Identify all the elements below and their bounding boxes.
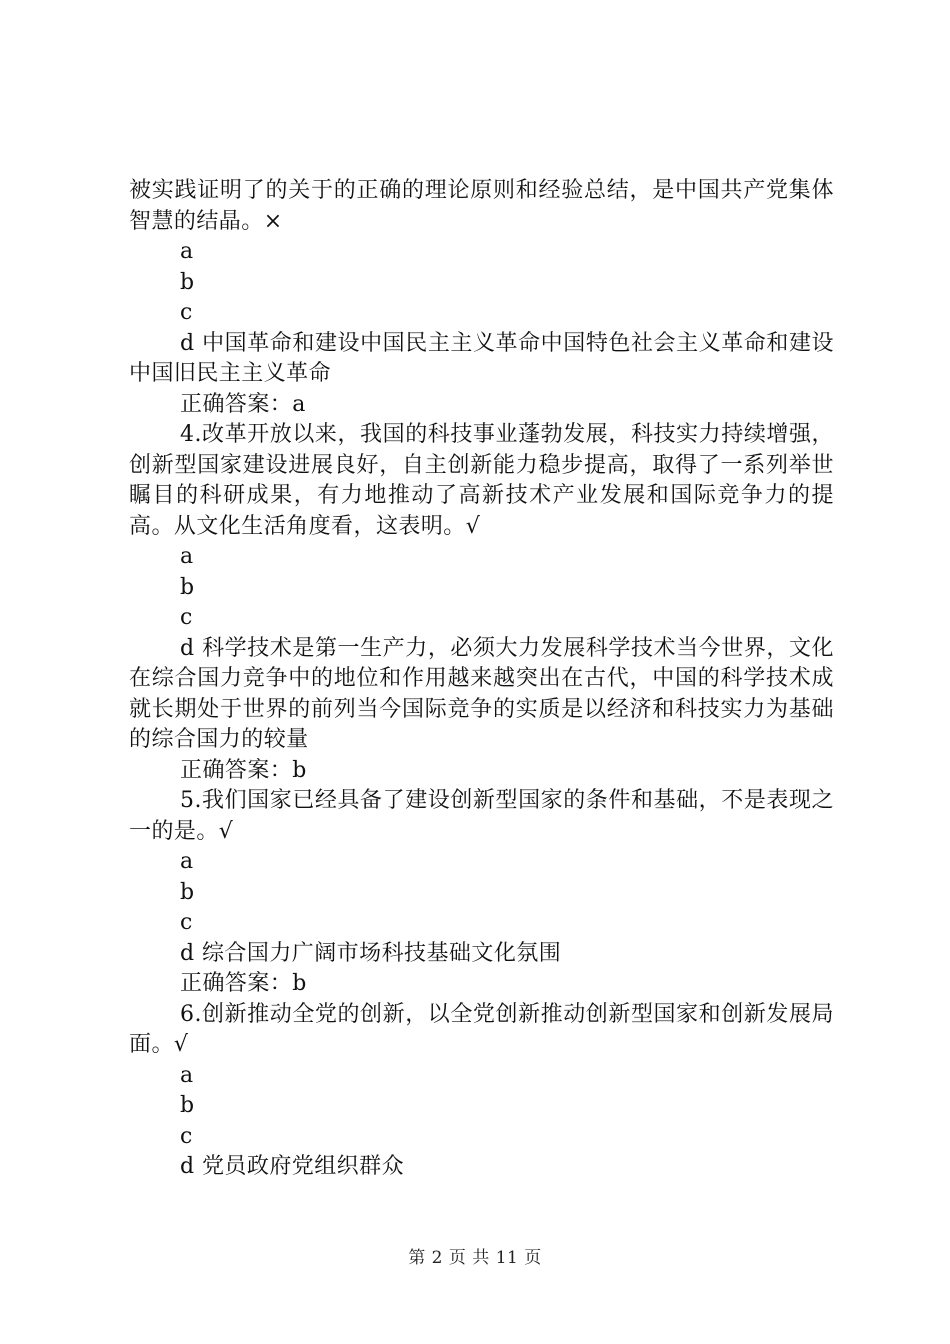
option-b: b	[180, 879, 195, 905]
correct-answer: 正确答案：b	[180, 971, 307, 996]
option-a: a	[180, 1062, 194, 1088]
correct-answer: 正确答案：b	[180, 757, 307, 783]
option-c: c	[180, 910, 193, 935]
option-a: a	[180, 544, 194, 569]
option-c: c	[180, 605, 193, 630]
correct-answer: 正确答案：a	[180, 391, 306, 417]
question-6-stem: 6.创新推动全党的创新，以全党创新推动创新型国家和创新发展局面。√	[129, 1001, 834, 1057]
option-b: b	[180, 269, 195, 295]
option-a: a	[180, 239, 194, 264]
question-5-stem: 5.我们国家已经具备了建设创新型国家的条件和基础，不是表现之一的是。√	[129, 788, 834, 844]
option-b: b	[180, 1093, 195, 1118]
page-number-footer: 第 2 页 共 11 页	[408, 1248, 542, 1268]
option-d: d 中国革命和建设中国民主主义革命中国特色社会主义革命和建设中国旧民主主义革命	[129, 330, 834, 386]
option-d: d 科学技术是第一生产力，必须大力发展科学技术当今世界，文化在综合国力竞争中的地位和作用越来越突出在古代，中国的科学技术成就长期处于世界的前列当今国际竞争的实质是以经济和科技实力为基础的综合国力的较量	[129, 635, 834, 752]
option-a: a	[180, 849, 194, 874]
document-body	[129, 176, 834, 1183]
option-b: b	[180, 574, 195, 600]
question-4-stem: 4.改革开放以来，我国的科技事业蓬勃发展，科技实力持续增强，创新型国家建设进展良好，自主创新能力稳步提高，取得了一系列举世瞩目的科研成果，有力地推动了高新技术产业发展和国际竞争力的提高。从文化生活角度看，这表明。√	[129, 422, 834, 539]
option-c: c	[180, 1123, 193, 1149]
question-3-stem-continued: 被实践证明了的关于的正确的理论原则和经验总结，是中国共产党集体智慧的结晶。×	[129, 178, 834, 234]
option-d: d 党员政府党组织群众	[180, 1154, 405, 1179]
option-d: d 综合国力广阔市场科技基础文化氛围	[180, 940, 562, 966]
option-c: c	[180, 300, 193, 325]
